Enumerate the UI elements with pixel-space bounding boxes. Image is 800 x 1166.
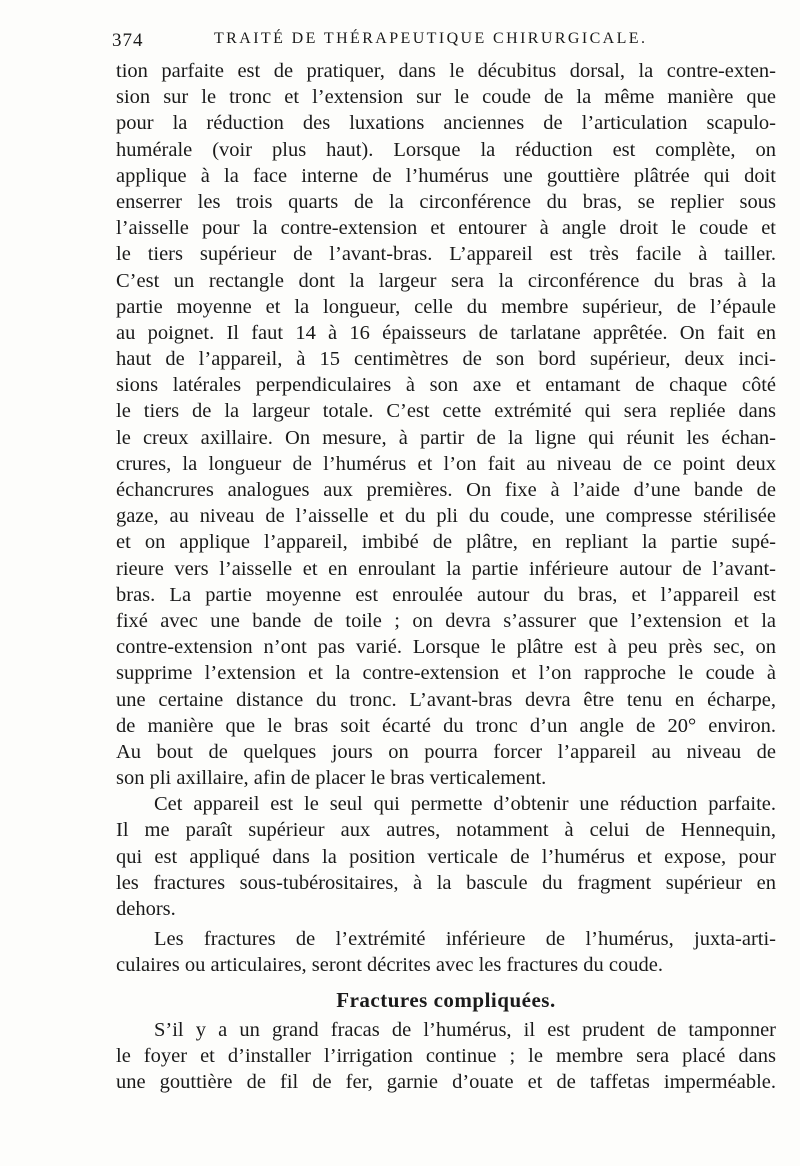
- text-line: les fractures sous-tubérositaires, à la bascule du fragment supérieur en: [116, 871, 776, 894]
- text-line: pour la réduction des luxations anciennes de l’articulation scapulo-: [116, 112, 776, 135]
- text-line: culaires ou articulaires, seront décrites avec les fractures du coude.: [116, 954, 663, 977]
- text-line: applique à la face interne de l’humérus une gouttière plâtrée qui doit: [116, 164, 776, 187]
- text-line: fixé avec une bande de toile ; on devra s’assurer que l’extension et la: [116, 609, 776, 632]
- section-heading: Fractures compliquées.: [336, 987, 556, 1012]
- text-line: le creux axillaire. On mesure, à partir de la ligne qui réunit les échan-: [116, 426, 776, 449]
- text-line: C’est un rectangle dont la largeur sera la circonférence du bras à la: [116, 269, 776, 292]
- text-line: une certaine distance du tronc. L’avant-bras devra être tenu en écharpe,: [116, 688, 776, 711]
- text-line: qui est appliqué dans la position verticale de l’humérus et expose, pour: [116, 845, 776, 868]
- text-line: au poignet. Il faut 14 à 16 épaisseurs de tarlatane apprêtée. On fait en: [116, 321, 776, 344]
- text-line: Au bout de quelques jours on pourra forcer l’appareil au niveau de: [116, 740, 776, 763]
- running-head: [112, 28, 772, 58]
- text-line: dehors.: [116, 898, 176, 920]
- text-line: sion sur le tronc et l’extension sur le coude de la même manière que: [116, 86, 776, 109]
- text-line: Les fractures de l’extrémité inférieure de l’humérus, juxta-arti-: [154, 928, 776, 951]
- text-line: supprime l’extension et la contre-extension et l’on rapproche le coude à: [116, 662, 776, 685]
- page-number: 374: [112, 30, 144, 51]
- running-title: TRAITÉ DE THÉRAPEUTIQUE CHIRURGICALE.: [214, 30, 648, 47]
- text-line: une gouttière de fil de fer, garnie d’ouate et de taffetas imperméable.: [116, 1070, 776, 1093]
- text-line: S’il y a un grand fracas de l’humérus, il est prudent de tamponner: [154, 1018, 776, 1041]
- body-text: [116, 58, 776, 1095]
- text-line: enserrer les trois quarts de la circonférence du bras, se replier sous: [116, 190, 776, 213]
- text-line: humérale (voir plus haut). Lorsque la réduction est complète, on: [116, 138, 776, 161]
- text-line: et on applique l’appareil, imbibé de plâtre, en repliant la partie supé-: [116, 531, 776, 554]
- text-line: le tiers de la largeur totale. C’est cette extrémité qui sera repliée dans: [116, 400, 776, 423]
- text-line: son pli axillaire, afin de placer le bras verticalement.: [116, 767, 547, 790]
- text-line: haut de l’appareil, à 15 centimètres de son bord supérieur, deux inci-: [116, 348, 776, 371]
- text-line: bras. La partie moyenne est enroulée autour du bras, et l’appareil est: [116, 583, 776, 606]
- text-line: le tiers supérieur de l’avant-bras. L’appareil est très facile à tailler.: [116, 243, 776, 266]
- text-line: rieure vers l’aisselle et en enroulant la partie inférieure autour de l’avant-: [116, 557, 776, 580]
- text-line: contre-extension n’ont pas varié. Lorsque le plâtre est à peu près sec, on: [116, 636, 776, 659]
- text-line: sions latérales perpendiculaires à son axe et entamant de chaque côté: [116, 374, 776, 397]
- text-line: partie moyenne et la longueur, celle du membre supérieur, de l’épaule: [116, 295, 776, 318]
- text-line: crures, la longueur de l’humérus et l’on fait au niveau de ce point deux: [116, 452, 776, 475]
- text-line: gaze, au niveau de l’aisselle et du pli du coude, une compresse stérilisée: [116, 505, 776, 528]
- paragraph-4: [116, 1017, 776, 1096]
- text-line: Il me paraît supérieur aux autres, notamment à celui de Hennequin,: [116, 819, 776, 842]
- paragraph-2: [116, 791, 776, 922]
- paragraph-3: [116, 926, 776, 978]
- text-line: échancrures analogues aux premières. On fixe à l’aide d’une bande de: [116, 479, 776, 501]
- text-line: tion parfaite est de pratiquer, dans le décubitus dorsal, la contre-exten-: [116, 60, 776, 82]
- text-line: le foyer et d’installer l’irrigation continue ; le membre sera placé dans: [116, 1044, 776, 1067]
- paragraph-1: [116, 58, 776, 791]
- text-line: Cet appareil est le seul qui permette d’obtenir une réduction parfaite.: [154, 793, 776, 816]
- text-line: de manière que le bras soit écarté du tronc d’un angle de 20° environ.: [116, 714, 776, 737]
- text-line: l’aisselle pour la contre-extension et entourer à angle droit le coude et: [116, 217, 776, 240]
